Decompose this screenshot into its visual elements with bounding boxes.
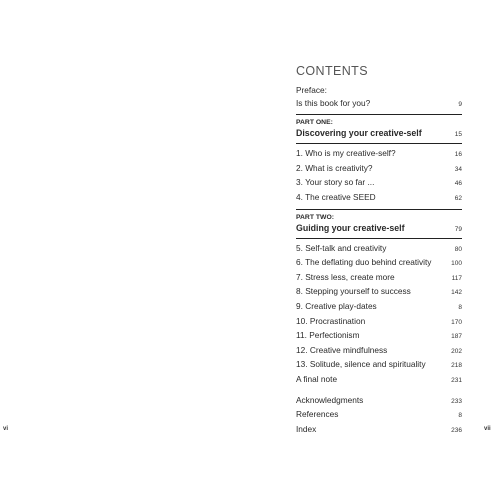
entry-title: Is this book for you? bbox=[296, 97, 371, 108]
toc-entry-chapter-1 bbox=[296, 147, 462, 162]
entry-page: 16 bbox=[454, 151, 462, 159]
part-one-title-row bbox=[296, 128, 462, 140]
table-of-contents bbox=[296, 64, 462, 437]
entry-title: 9. Creative play-dates bbox=[296, 300, 377, 311]
toc-entry-final-note bbox=[296, 373, 462, 388]
entry-page: 170 bbox=[451, 318, 462, 326]
entry-page: 236 bbox=[451, 426, 462, 434]
entry-page: 62 bbox=[454, 194, 462, 202]
toc-entry-chapter-9 bbox=[296, 300, 462, 315]
part-one-label: PART ONE: bbox=[296, 119, 333, 127]
entry-title: 12. Creative mindfulness bbox=[296, 344, 388, 355]
entry-page: 46 bbox=[454, 180, 462, 188]
toc-entry-references bbox=[296, 408, 462, 423]
toc-entry-chapter-2 bbox=[296, 162, 462, 177]
entry-title: 2. What is creativity? bbox=[296, 162, 373, 173]
entry-title: Index bbox=[296, 423, 317, 434]
toc-entry-index bbox=[296, 423, 462, 438]
entry-page: 218 bbox=[451, 362, 462, 370]
toc-entry-acknowledgments bbox=[296, 394, 462, 409]
entry-page: 9 bbox=[458, 100, 462, 108]
entry-page: 8 bbox=[458, 412, 462, 420]
right-page-number: vii bbox=[484, 426, 491, 432]
part-one-title: Discovering your creative-self bbox=[296, 128, 422, 139]
entry-page: 34 bbox=[454, 165, 462, 173]
left-page-number: vi bbox=[3, 426, 9, 432]
part-two-label: PART TWO: bbox=[296, 213, 335, 221]
contents-heading: CONTENTS bbox=[296, 64, 368, 78]
entry-title: 11. Perfectionism bbox=[296, 330, 360, 341]
entry-title: 1. Who is my creative-self? bbox=[296, 148, 396, 159]
part-two-rule bbox=[296, 238, 462, 239]
part-two-title: Guiding your creative-self bbox=[296, 222, 405, 233]
part-two-page: 79 bbox=[454, 225, 462, 233]
toc-entry-chapter-6 bbox=[296, 256, 462, 271]
entry-title: 7. Stress less, create more bbox=[296, 271, 395, 282]
entry-page: 233 bbox=[451, 397, 462, 405]
toc-entry-chapter-4 bbox=[296, 191, 462, 206]
toc-entry-chapter-12 bbox=[296, 344, 462, 359]
entry-title: 8. Stepping yourself to success bbox=[296, 286, 411, 297]
entry-title: A final note bbox=[296, 373, 338, 384]
toc-entry-chapter-5 bbox=[296, 242, 462, 257]
entry-title: 3. Your story so far ... bbox=[296, 177, 375, 188]
entry-page: 8 bbox=[458, 303, 462, 311]
section-divider bbox=[296, 209, 462, 210]
toc-entry-preface bbox=[296, 97, 462, 112]
entry-title: Acknowledgments bbox=[296, 394, 364, 405]
toc-entry-chapter-8 bbox=[296, 285, 462, 300]
part-two-title-row bbox=[296, 223, 462, 235]
entry-page: 187 bbox=[451, 333, 462, 341]
entry-title: 4. The creative SEED bbox=[296, 191, 376, 202]
entry-page: 80 bbox=[454, 245, 462, 253]
entry-title: 10. Procrastination bbox=[296, 315, 366, 326]
entry-page: 142 bbox=[451, 289, 462, 297]
toc-entry-chapter-7 bbox=[296, 271, 462, 286]
toc-entry-chapter-10 bbox=[296, 315, 462, 330]
entry-page: 231 bbox=[451, 376, 462, 384]
entry-title: 13. Solitude, silence and spirituality bbox=[296, 359, 426, 370]
toc-entry-chapter-11 bbox=[296, 329, 462, 344]
preface-label: Preface: bbox=[296, 85, 327, 95]
part-one-rule bbox=[296, 143, 462, 144]
part-one-page: 15 bbox=[454, 131, 462, 139]
toc-entry-chapter-13 bbox=[296, 358, 462, 373]
entry-page: 202 bbox=[451, 347, 462, 355]
toc-entry-chapter-3 bbox=[296, 176, 462, 191]
entry-title: 5. Self-talk and creativity bbox=[296, 242, 387, 253]
entry-title: 6. The deflating duo behind creativity bbox=[296, 257, 432, 268]
entry-page: 100 bbox=[451, 260, 462, 268]
preface-label-row bbox=[296, 84, 462, 97]
section-divider bbox=[296, 114, 462, 115]
entry-page: 117 bbox=[451, 274, 462, 282]
entry-title: References bbox=[296, 409, 339, 420]
